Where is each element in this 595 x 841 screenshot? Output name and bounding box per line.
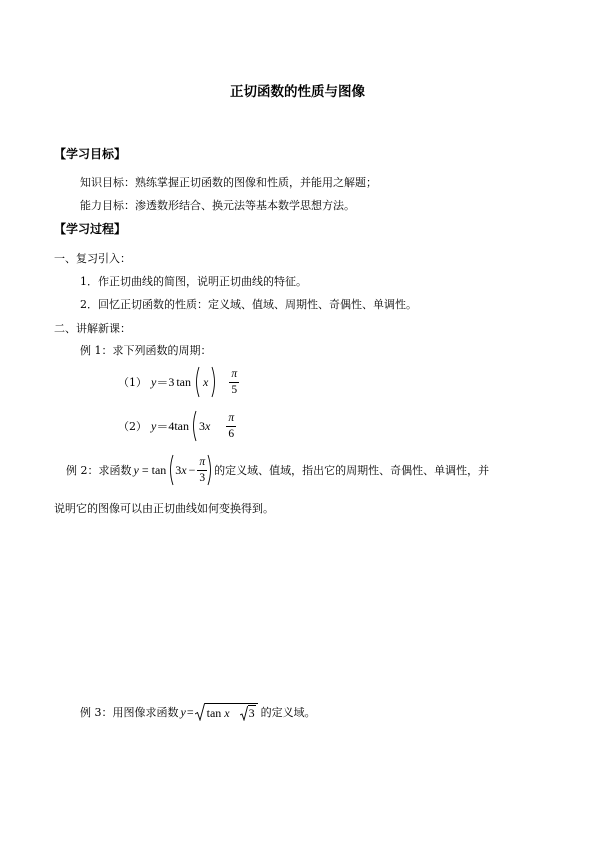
formula-equals: ＝	[156, 419, 169, 434]
goals-heading: 【学习目标】	[54, 147, 127, 161]
page-title: 正切函数的性质与图像	[230, 84, 365, 100]
example-2-tail: 的定义域、值域，指出它的周期性、奇偶性、单调性，并	[214, 464, 490, 477]
example-1-part-1	[118, 364, 239, 400]
part-number: （2）	[118, 420, 147, 433]
fraction-denominator: 6	[228, 427, 235, 440]
formula-minus: −	[188, 462, 196, 477]
formula-equals: ＝	[156, 375, 169, 390]
formula-constant: 3	[175, 462, 182, 477]
left-paren-icon	[168, 454, 174, 486]
example-1-part-2	[118, 408, 236, 444]
inner-radical	[240, 705, 256, 721]
outer-radical	[195, 703, 258, 721]
formula-variable: x	[181, 462, 187, 477]
fraction-numerator: π	[226, 411, 236, 426]
example-3-tail: 的定义域。	[260, 706, 316, 719]
formula-equals: =	[141, 462, 149, 477]
section-new-heading: 二、讲解新课：	[54, 322, 131, 335]
formula-function: tan	[174, 418, 190, 433]
part-number: （1）	[118, 376, 147, 389]
formula-constant: 3	[199, 418, 206, 433]
fraction	[229, 367, 239, 397]
fraction	[197, 455, 207, 485]
fraction-numerator: π	[197, 455, 207, 470]
formula-function: tan	[206, 705, 222, 720]
formula-variable: x	[205, 418, 211, 433]
example-3	[80, 700, 316, 724]
section-review-heading: 一、复习引入：	[54, 252, 131, 265]
review-item-2: 2．回忆正切函数的性质：定义域、值域、周期性、奇偶性、单调性。	[80, 298, 417, 311]
formula-y: y	[180, 704, 186, 719]
example-1-label: 例 1：求下列函数的周期：	[80, 344, 212, 357]
formula-y: y	[151, 418, 157, 433]
ability-goal: 能力目标：渗透数形结合、换元法等基本数学思想方法。	[80, 199, 355, 212]
inner-radicand: 3	[248, 706, 255, 720]
right-paren-icon	[211, 366, 217, 398]
left-paren-icon	[194, 366, 200, 398]
radical-sign-icon	[195, 703, 205, 721]
example-2	[66, 452, 489, 488]
process-heading: 【学习过程】	[54, 222, 127, 236]
fraction-denominator: 3	[199, 471, 206, 484]
knowledge-goal: 知识目标：熟练掌握正切函数的图像和性质，并能用之解题；	[80, 176, 377, 189]
formula-variable: x	[203, 374, 209, 389]
formula-y: y	[151, 374, 157, 389]
fraction-numerator: π	[229, 367, 239, 382]
formula-function: tan	[151, 462, 167, 477]
example-2-line-2: 说明它的图像可以由正切曲线如何变换得到。	[54, 502, 274, 515]
example-2-label: 例 2：求函数	[66, 464, 132, 477]
formula-equals: =	[186, 704, 194, 719]
fraction	[226, 411, 236, 441]
review-item-1: 1．作正切曲线的简图，说明正切曲线的特征。	[80, 275, 307, 288]
formula-coefficient: 3	[168, 374, 175, 389]
fraction-denominator: 5	[231, 383, 238, 396]
example-3-label: 例 3：用图像求函数	[80, 706, 179, 719]
formula-coefficient: 4	[168, 418, 175, 433]
formula-function: tan	[176, 374, 192, 389]
left-paren-icon	[191, 410, 197, 442]
radicand	[205, 703, 258, 721]
radical-sign-icon	[240, 706, 248, 721]
right-paren-icon	[207, 454, 213, 486]
formula-y: y	[133, 462, 139, 477]
formula-variable: x	[224, 705, 230, 720]
